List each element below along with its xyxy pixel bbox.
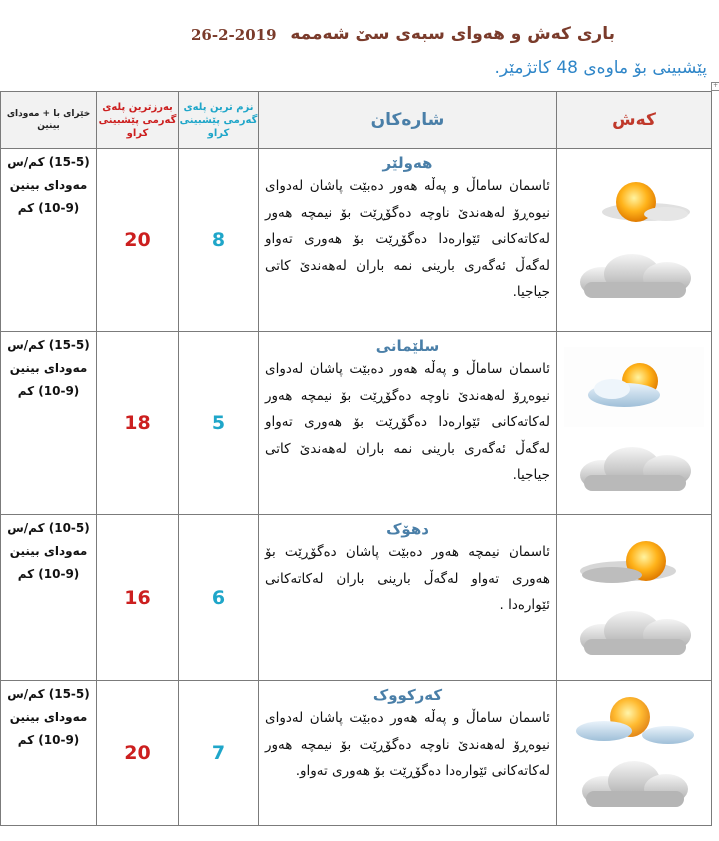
- city-cell: [259, 681, 557, 826]
- table-row: [1, 515, 712, 681]
- forecast-description: ئاسمان نیمچە هەور دەبێت پاشان دەگۆڕێت بۆ هەوری تەواو لەگەڵ بارینی باران لەکاتەکانی ئێوارەدا .: [265, 544, 550, 613]
- wind-visibility-cell: [1, 332, 97, 515]
- sun-cloud-icon: [572, 533, 696, 593]
- weather-icon-cell: [557, 681, 712, 826]
- forecast-description: ئاسمان ساماڵ و پەڵە هەور دەبێت پاشان لەدوای نیوەڕۆ لەهەندێ ناوچە دەگۆڕێت بۆ نیمچە هەور لەکاتەکانی ئێوارەدا دەگۆڕێت بۆ هەوری تەواو لەگەڵ ئەگەری بارینی نمە باران لەهەندێ کاتی جیاجیا.: [265, 178, 550, 300]
- min-temp-value: 8: [179, 149, 259, 332]
- weather-icon-cell: [557, 149, 712, 332]
- cloud-icon: [572, 605, 696, 663]
- sun-cloud-icon: [564, 691, 704, 753]
- table-move-handle-icon[interactable]: +: [712, 82, 719, 89]
- min-temp-value: 7: [179, 681, 259, 826]
- city-cell: [259, 515, 557, 681]
- header-weather: کەش: [557, 92, 712, 149]
- city-name: سلێمانی: [375, 337, 440, 355]
- forecast-period: پێشبینی بۆ ماوەی 48 کاتژمێر.: [494, 58, 707, 78]
- max-temp-value: 20: [97, 681, 179, 826]
- visibility-label: مەودای بینین: [9, 544, 88, 558]
- wind-visibility-cell: [1, 681, 97, 826]
- weather-icon-cell: [557, 332, 712, 515]
- forecast-table: [0, 91, 712, 826]
- wind-speed: (15-5) کم/س: [7, 338, 90, 352]
- max-temp-value: 20: [97, 149, 179, 332]
- wind-speed: (15-5) کم/س: [7, 155, 90, 169]
- visibility-label: مەودای بینین: [9, 361, 88, 375]
- visibility-label: مەودای بینین: [9, 710, 88, 724]
- table-row: [1, 332, 712, 515]
- sun-behind-cloud-icon: [564, 347, 704, 427]
- visibility-value: (10-9) کم: [17, 201, 80, 215]
- max-temp-value: 18: [97, 332, 179, 515]
- header-max-temp: بەرزترین پلەی گەرمی پێشبینی کراو: [97, 92, 179, 149]
- wind-speed: (10-5) کم/س: [7, 521, 90, 535]
- min-temp-value: 6: [179, 515, 259, 681]
- forecast-date: 26-2-2019: [191, 26, 277, 44]
- forecast-description: ئاسمان ساماڵ و پەڵە هەور دەبێت پاشان لەدوای نیوەڕۆ لەهەندێ ناوچە دەگۆڕێت بۆ نیمچە هەور لەکاتەکانی ئێوارەدا دەگۆڕێت بۆ هەوری تەواو.: [265, 710, 550, 779]
- page-title: باری کەش و هەوای سبەی سێ شەممە: [290, 24, 615, 44]
- visibility-label: مەودای بینین: [9, 178, 88, 192]
- cloud-icon: [572, 441, 696, 499]
- page-header: [0, 20, 719, 50]
- visibility-value: (10-9) کم: [17, 384, 80, 398]
- wind-speed: (15-5) کم/س: [7, 687, 90, 701]
- city-cell: [259, 332, 557, 515]
- wind-visibility-cell: [1, 515, 97, 681]
- table-header-row: [1, 92, 712, 149]
- header-cities: شارەکان: [259, 92, 557, 149]
- city-cell: [259, 149, 557, 332]
- max-temp-value: 16: [97, 515, 179, 681]
- table-row: [1, 681, 712, 826]
- weather-icon-cell: [557, 515, 712, 681]
- forecast-description: ئاسمان ساماڵ و پەڵە هەور دەبێت پاشان لەدوای نیوەڕۆ لەهەندێ ناوچە دەگۆڕێت بۆ نیمچە هەور لەکاتەکانی ئێوارەدا دەگۆڕێت بۆ هەوری تەواو لەگەڵ ئەگەری بارینی نمە باران لەهەندێ کاتی جیاجیا.: [265, 361, 550, 483]
- header-wind-visibility: خێرای با + مەودای بینین: [1, 92, 97, 149]
- city-name: هەولێر: [382, 154, 433, 172]
- visibility-value: (10-9) کم: [17, 567, 80, 581]
- header-min-temp: نزم ترین پلەی گەرمی پێشبینی کراو: [179, 92, 259, 149]
- sun-cloud-icon: [574, 174, 694, 234]
- cloud-icon: [572, 248, 696, 306]
- min-temp-value: 5: [179, 332, 259, 515]
- wind-visibility-cell: [1, 149, 97, 332]
- visibility-value: (10-9) کم: [17, 733, 80, 747]
- table-row: [1, 149, 712, 332]
- city-name: دهۆک: [386, 520, 429, 538]
- cloud-icon: [572, 757, 696, 815]
- city-name: کەرکووک: [372, 686, 443, 704]
